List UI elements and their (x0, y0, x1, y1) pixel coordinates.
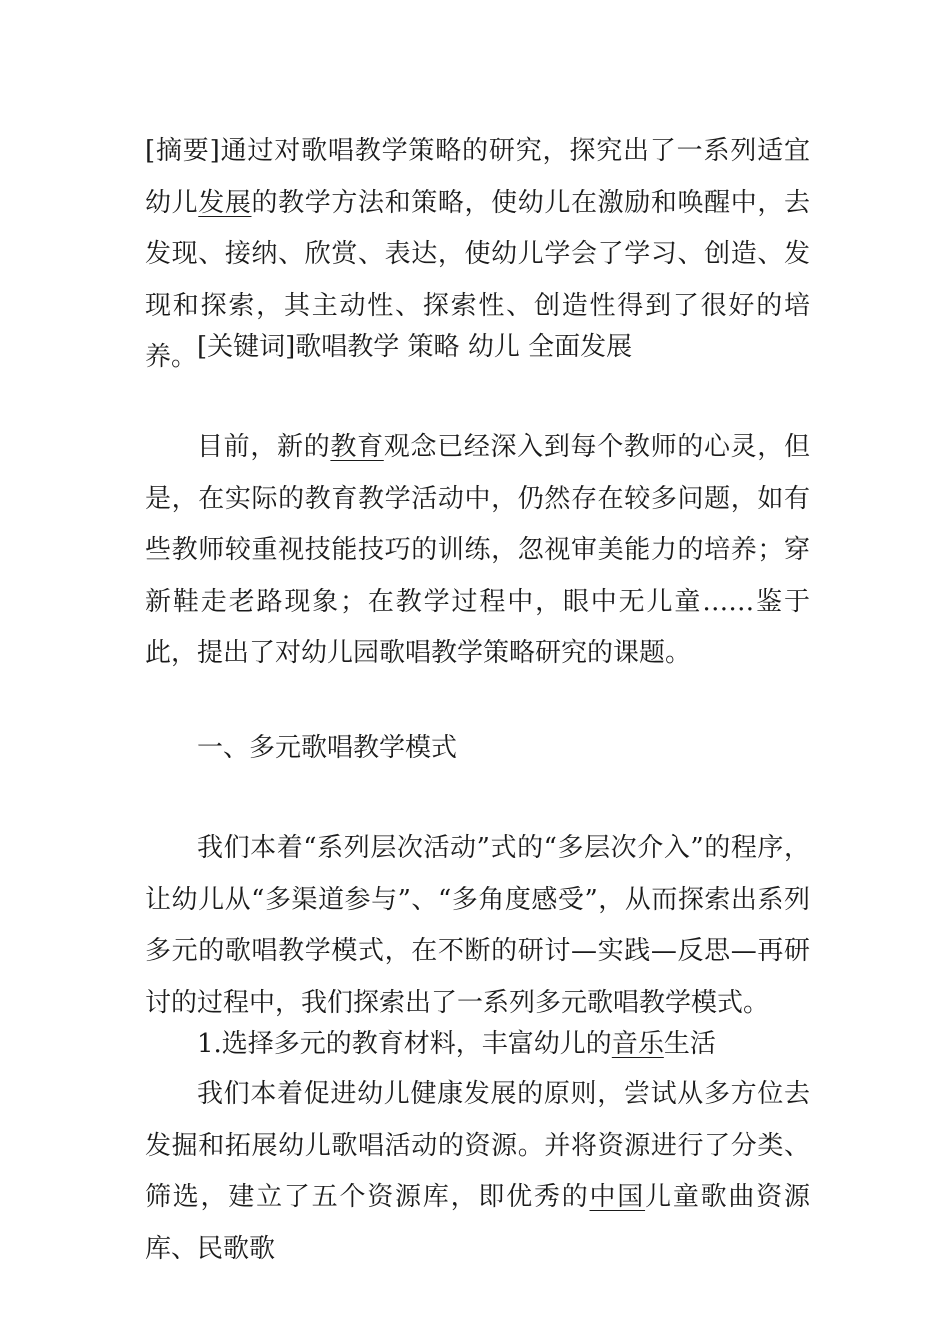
link-development[interactable]: 发展 (198, 187, 252, 218)
link-education[interactable]: 教育 (330, 432, 384, 462)
body-text-end: 儿童歌曲资源库、民歌歌 (145, 1182, 810, 1264)
subsection-text-start: 1.选择多元的教育材料，丰富幼儿的 (197, 1029, 612, 1059)
link-music[interactable]: 音乐 (611, 1029, 664, 1059)
subsection-heading (145, 1019, 810, 1071)
body-paragraph (145, 1069, 810, 1275)
body-text-start: 我们本着促进幼儿健康发展的原则，尝试从多方位去发掘和拓展幼儿歌唱活动的资源。并将资源进行了分类、筛选，建立了五个资源库，即优秀的 (145, 1079, 810, 1212)
intro-text-start: 目前，新的 (197, 432, 331, 462)
model-paragraph: 我们本着“系列层次活动”式的“多层次介入”的程序，让幼儿从“多渠道参与”、“多角度感受”，从而探索出系列多元的歌唱教学模式，在不断的研讨—实践—反思—再研讨的过程中，我们探索出了一系列多元歌唱教学模式。 (145, 833, 810, 1018)
subsection-text-end: 生活 (663, 1029, 716, 1059)
intro-text-end: 观念已经深入到每个教师的心灵，但是，在实际的教育教学活动中，仍然存在较多问题，如有些教师较重视技能技巧的训练，忽视审美能力的培养；穿新鞋走老路现象；在教学过程中，眼中无儿童……鉴于此，提出了对幼儿园歌唱教学策略研究的课题。 (145, 432, 810, 668)
link-china[interactable]: 中国 (589, 1182, 646, 1212)
intro-paragraph (145, 422, 810, 680)
section-heading: 一、多元歌唱教学模式 (197, 733, 458, 763)
keywords-line: [关键词]歌唱教学 策略 幼儿 全面发展 (197, 332, 633, 362)
abstract-text-start: [摘要]通过对歌唱教学策略的研究，探究出了一系列适宜幼儿 (145, 136, 810, 218)
abstract-text-end: 的教学方法和策略，使幼儿在激励和唤醒中，去发现、接纳、欣赏、表达，使幼儿学会了学习、创造、发现和探索，其主动性、探索性、创造性得到了很好的培养。 (145, 187, 810, 372)
